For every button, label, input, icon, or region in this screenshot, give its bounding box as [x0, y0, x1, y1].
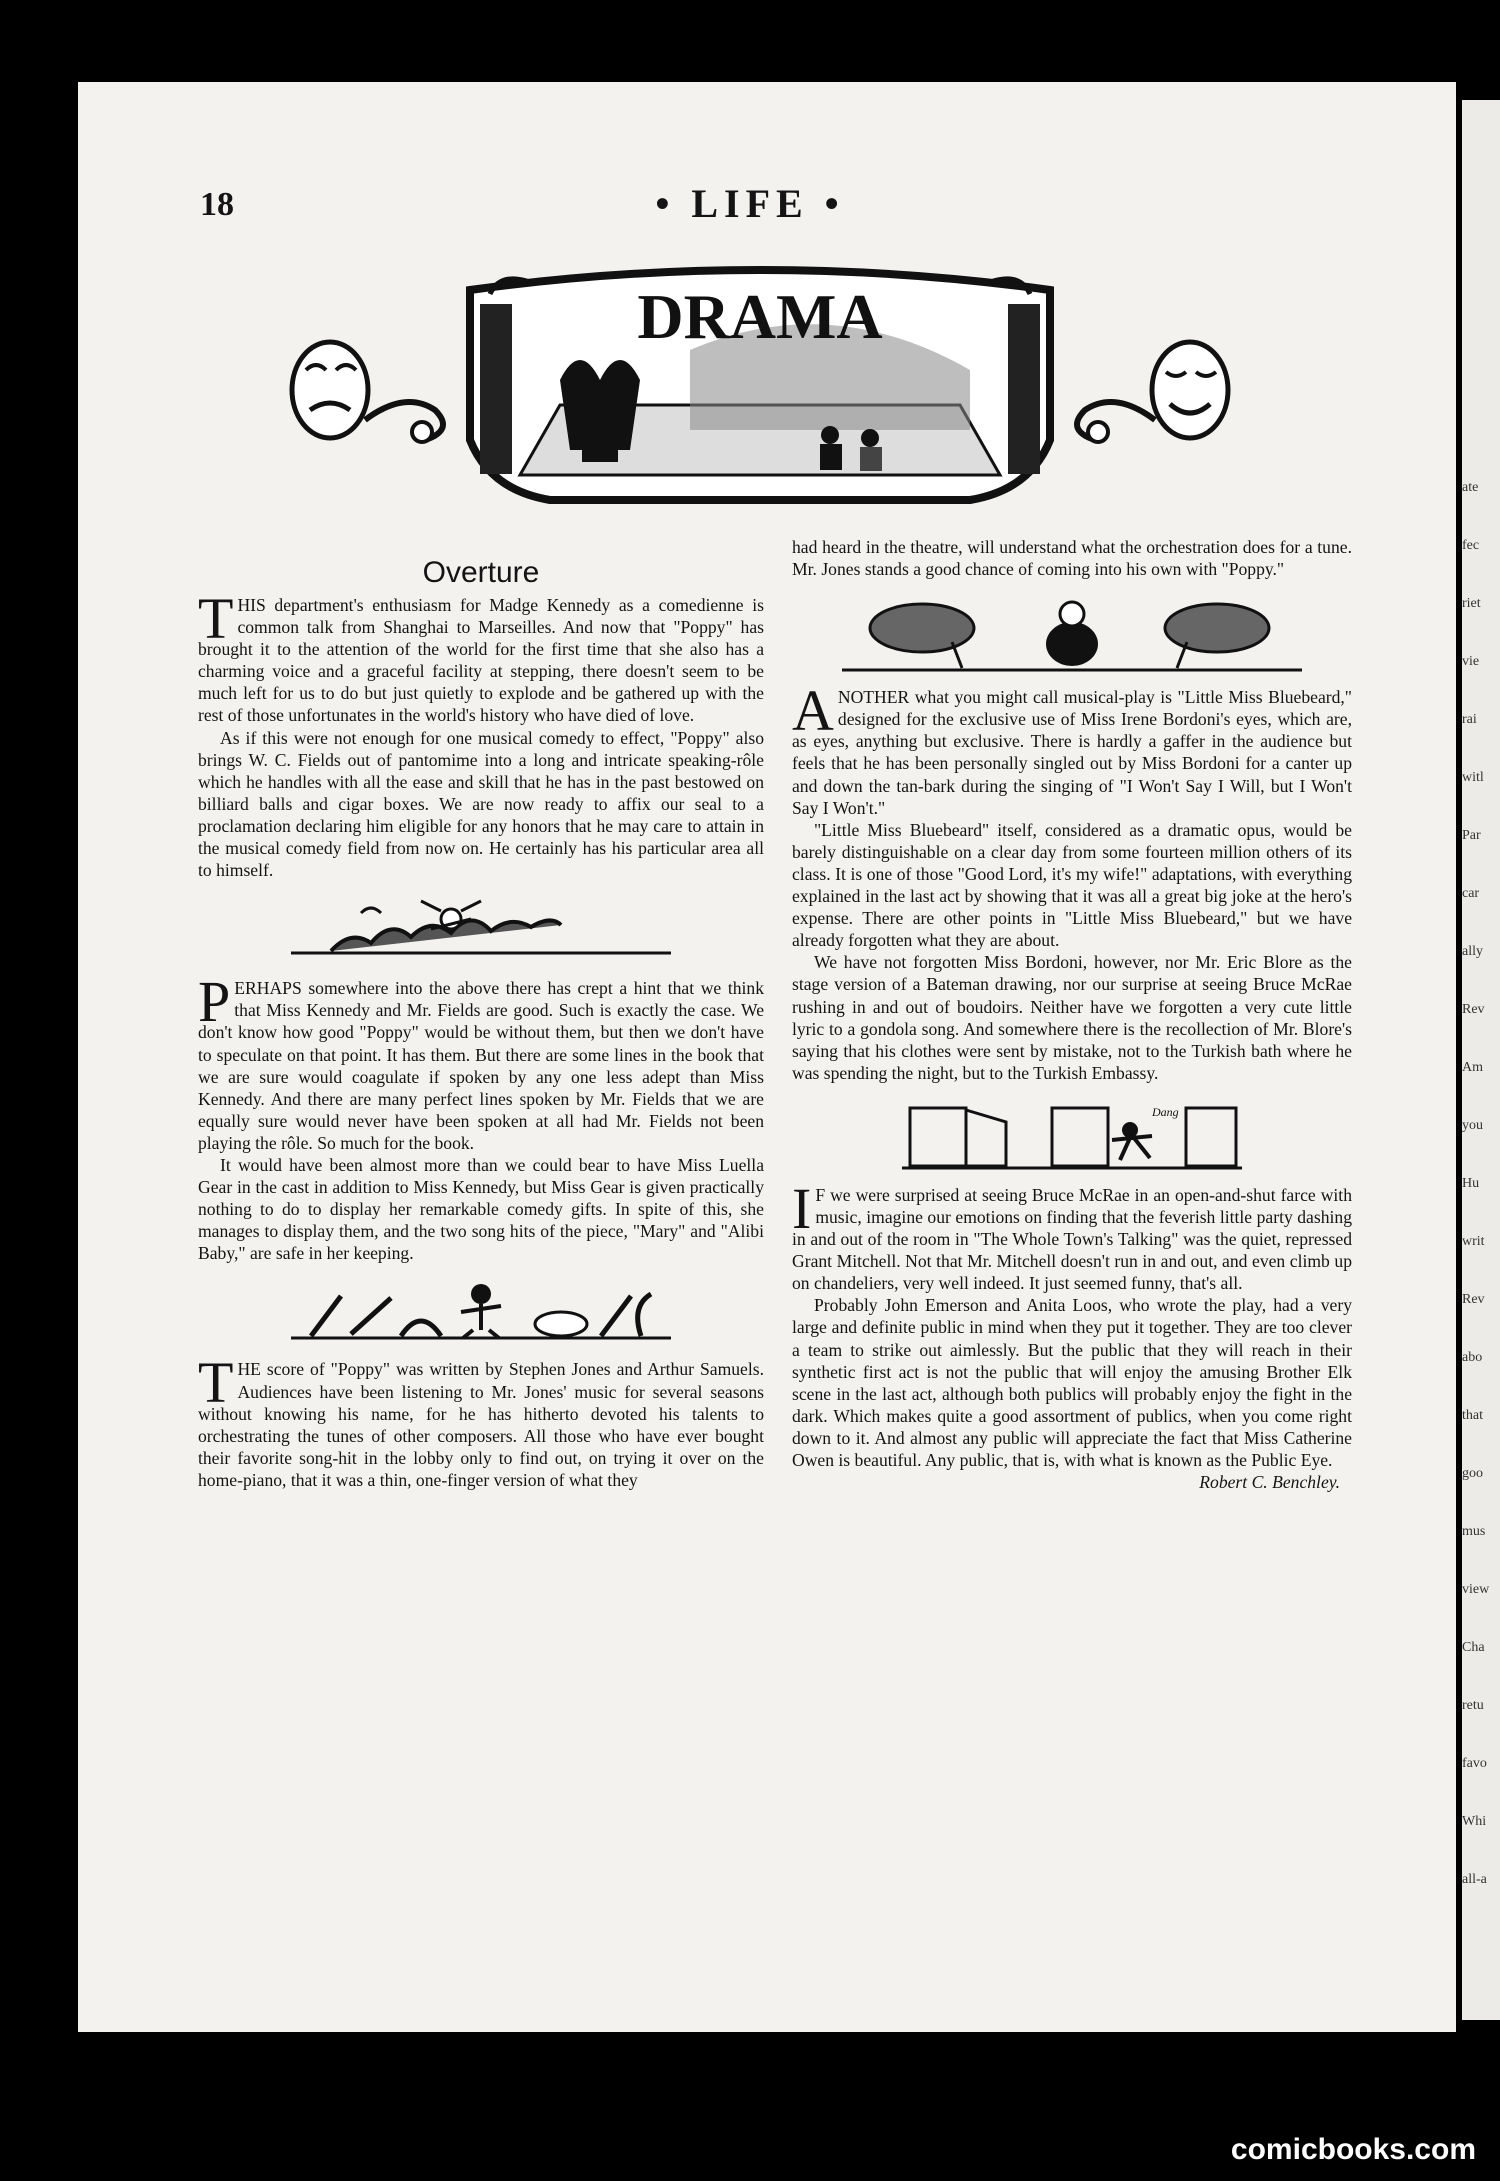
next-page-fragment: ate [1462, 480, 1479, 495]
artist-signature: Dang [1152, 1104, 1179, 1119]
paragraph: As if this were not enough for one musical comedy to effect, "Poppy" also brings W. C. Fields out of pantomime into a long and intricate speaking-rôle which he handles with all the ease and skill that he has in the past bestowed on billiard balls and cigar boxes. We are now ready to affix our seal to a proclamation declaring him eligible for any honors that he may care to attain in the musical comedy field from now on. He certainly has his particular area all to himself. [198, 727, 764, 881]
next-page-fragment: Hu [1462, 1176, 1480, 1191]
next-page-fragment: riet [1462, 596, 1481, 611]
doors-vignette-illustration [902, 1096, 1242, 1172]
paragraph: PERHAPS somewhere into the above there has crept a hint that we think that Miss Kennedy and Mr. Fields are good. Such is exactly the case. We don't know how good "Poppy" would be without them, but then we don't have to speculate on that point. It has them. But there are some lines in the book that we are sure would coagulate if spoken by any one less adept than Miss Kennedy. And there are many perfect lines spoken by Mr. Fields that we are equally sure would never have been spoken at all had Mr. Fields not been playing the rôle. So much for the book. [198, 969, 764, 1153]
tragedy-mask-icon [292, 342, 443, 442]
next-page-fragment: Whi [1462, 1814, 1487, 1829]
next-page-fragment: Am [1462, 1060, 1483, 1075]
next-page-fragment: ally [1462, 944, 1483, 959]
paragraph: It would have been almost more than we could bear to have Miss Luella Gear in the cast in addition to Miss Kennedy, but Miss Gear is given practically nothing to do to display her remarkable comedy gifts. In spite of this, she manages to display them, and the two song hits of the piece, "Mary" and "Alibi Baby," are safe in her keeping. [198, 1154, 764, 1264]
svg-text:DRAMA: DRAMA [637, 281, 883, 352]
drop-cap: T [198, 586, 234, 651]
next-page-fragment: fec [1462, 538, 1480, 553]
drop-cap: I [792, 1175, 812, 1241]
paragraph: I F we were surprised at seeing Bruce McRae in an open-and-shut farce with music, imagine our emotions on finding that the feverish little party dashing in and out of the room in "The Whole Town's Talking" was the quiet, repressed Grant Mitchell. Not that Mr. Mitchell doesn't run in and out, and even climb up on chandeliers, very well indeed. It just seemed funny, that's all. [792, 1175, 1352, 1294]
next-page-fragment: car [1462, 886, 1480, 901]
watermark: comicbooks.com [1230, 2133, 1476, 2166]
next-page-fragment: retu [1462, 1698, 1484, 1713]
next-page-fragment: vie [1462, 654, 1480, 669]
next-page-fragment: rai [1462, 712, 1477, 727]
paragraph: THIS department's enthusiasm for Madge Kennedy as a comedienne is common talk from Shanghai to Marseilles. And now that "Poppy" has brought it to the attention of the world for the first time that she also has a charming voice and a graceful facility at stepping, there doesn't seem to be much left for us to do but just quietly to explode and be gathered up with the rest of those unfortunates in the world's history who have died of love. [198, 586, 764, 726]
comedy-mask-icon [1077, 342, 1228, 442]
article-heading: Overture [422, 556, 540, 589]
next-page-fragment: writ [1462, 1234, 1485, 1249]
author-signature: Robert C. Benchley. [1199, 1472, 1340, 1493]
masthead: • LIFE • [655, 181, 845, 226]
paragraph: Probably John Emerson and Anita Loos, who wrote the play, had a very large and definite public in mind when they put it together. They are too clever a team to strike out aimlessly. But the public that they will reach in their synthetic first act is not the public that will enjoy the amusing Brother Elk scene in the last act, although both publics will probably enjoy the fight in the dark. Which makes quite a good assortment of publics, when you come right down to it. And almost any public will appreciate the fact that Miss Catherine Owen is beautiful. Any public, that is, with what is known as the Public Eye. [792, 1295, 1352, 1470]
next-page-edge [1462, 100, 1500, 2020]
column-left [198, 556, 764, 1491]
dancers-vignette-illustration [842, 592, 1302, 674]
next-page-fragment: Par [1462, 828, 1481, 843]
next-page-fragment: you [1462, 1118, 1483, 1133]
drop-cap: A [792, 678, 834, 744]
next-page-fragment: mus [1462, 1524, 1486, 1539]
paragraph: We have not forgotten Miss Bordoni, however, nor Mr. Eric Blore as the stage version of a Bateman drawing, nor our surprise at seeing Bruce McRae rushing in and out of boudoirs. Neither have we forgotten a very cute little lyric to a gondola song. And somewhere there is the recollection of Mr. Blore's saying that his clothes were sent by mistake, not to the Turkish bath where he was spending the night, but to the Turkish Embassy. [792, 952, 1352, 1083]
next-page-fragment: all-a [1462, 1872, 1487, 1887]
paragraph: "Little Miss Bluebeard" itself, considered as a dramatic opus, would be barely distinguishable on a clear day from some fourteen million others of its class. It is one of those "Good Lord, it's my wife!" adaptations, with everything explained in the last act by showing that it was all a great big joke at the hero's expense. There are other points in "Little Miss Bluebeard," but we have already forgotten what they are about. [792, 819, 1352, 951]
paragraph: had heard in the theatre, will understand what the orchestration does for a tune. Mr. Jones stands a good chance of coming into his own with "Poppy." [792, 537, 1352, 580]
next-page-fragment: goo [1462, 1466, 1483, 1481]
drama-header-illustration [270, 260, 1310, 510]
next-page-fragment: witl [1462, 770, 1484, 785]
drop-cap: P [198, 969, 231, 1035]
flowers-vignette-illustration [291, 893, 671, 965]
drama-title [637, 281, 882, 352]
next-page-fragment: Cha [1462, 1640, 1485, 1655]
paragraph: THE score of "Poppy" was written by Stephen Jones and Arthur Samuels. Audiences have been listening to Mr. Jones' music for several seasons without knowing his name, for he has hitherto devoted his talents to orchestrating the tunes of other composers. All those who have ever bought their favorite song-hit in the lobby only to find out, on trying it over on the home-piano, that it was a thin, one-finger version of what they [198, 1350, 764, 1490]
next-page-fragment: Rev [1462, 1292, 1485, 1307]
paragraph: ANOTHER what you might call musical-play is "Little Miss Bluebeard," designed for the exclusive use of Miss Irene Bordoni's eyes, which are, as eyes, anything but exclusive. There is hardly a gaffer in the audience but feels that he has been personally singled out by Miss Bordoni for a canter up and down the tan-bark during the singing of "I Won't Say I Will, but I Won't Say I Won't." [792, 678, 1352, 818]
next-page-fragment: view [1462, 1582, 1490, 1597]
next-page-fragment: Rev [1462, 1002, 1485, 1017]
drop-cap: T [198, 1350, 234, 1416]
page-number: 18 [200, 186, 234, 223]
next-page-fragment: that [1462, 1408, 1483, 1423]
next-page-fragment: favo [1462, 1756, 1487, 1771]
instruments-vignette-illustration [291, 1276, 671, 1346]
column-right [792, 536, 1352, 1493]
next-page-fragment: abo [1462, 1350, 1483, 1365]
